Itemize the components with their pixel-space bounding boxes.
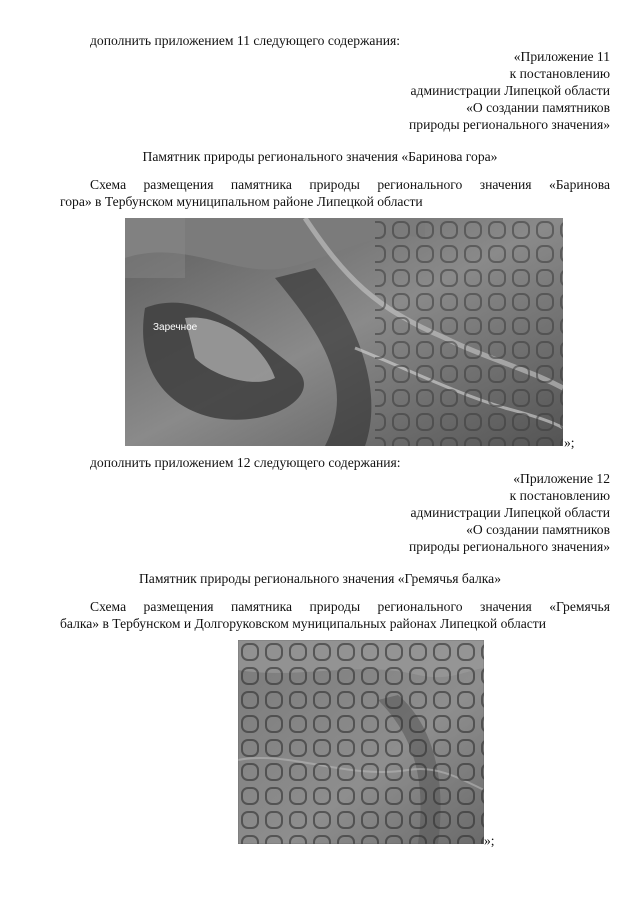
appendix-11-line-4: «О создании памятников (466, 100, 610, 115)
satellite-map-2 (238, 640, 484, 844)
appendix-11-line-5: природы регионального значения» (409, 117, 610, 132)
satellite-map-1 (125, 218, 563, 446)
scheme-paragraph-2 (60, 598, 610, 632)
intro-appendix-11: дополнить приложением 11 следующего содержания: (90, 33, 401, 48)
appendix-11-line-2: к постановлению (509, 66, 610, 81)
map-label-zarechnoe: Заречное (153, 322, 198, 333)
scheme-1-line-2: гора» в Тербунском муниципальном районе Липецкой области (60, 194, 423, 209)
map-gremyachya-balka (238, 640, 484, 844)
scheme-paragraph-1 (60, 176, 610, 210)
appendix-12-line-2: к постановлению (509, 488, 610, 503)
appendix-12-line-4: «О создании памятников (466, 522, 610, 537)
appendix-12-title: «Приложение 12 (513, 471, 610, 486)
heading-gremyachya-balka: Памятник природы регионального значения «Гремячья балка» (138, 571, 502, 586)
trailing-quote-2: »; (484, 833, 495, 848)
scheme-2-line-1: Схема размещения памятника природы регионального значения «Гремячья (90, 599, 610, 614)
appendix-12-line-5: природы регионального значения» (409, 539, 610, 554)
appendix-11-line-3: администрации Липецкой области (410, 83, 610, 98)
heading-barinova-gora: Памятник природы регионального значения «Баринова гора» (142, 149, 498, 164)
appendix-12-line-3: администрации Липецкой области (410, 505, 610, 520)
intro-appendix-12: дополнить приложением 12 следующего содержания: (90, 455, 401, 470)
trailing-quote-1: »; (564, 435, 575, 450)
appendix-11-title: «Приложение 11 (513, 49, 610, 64)
scheme-2-line-2: балка» в Тербунском и Долгоруковском муниципальных районах Липецкой области (60, 616, 547, 631)
scheme-1-line-1: Схема размещения памятника природы регионального значения «Баринова (90, 177, 610, 192)
map-barinova-gora (125, 218, 563, 446)
